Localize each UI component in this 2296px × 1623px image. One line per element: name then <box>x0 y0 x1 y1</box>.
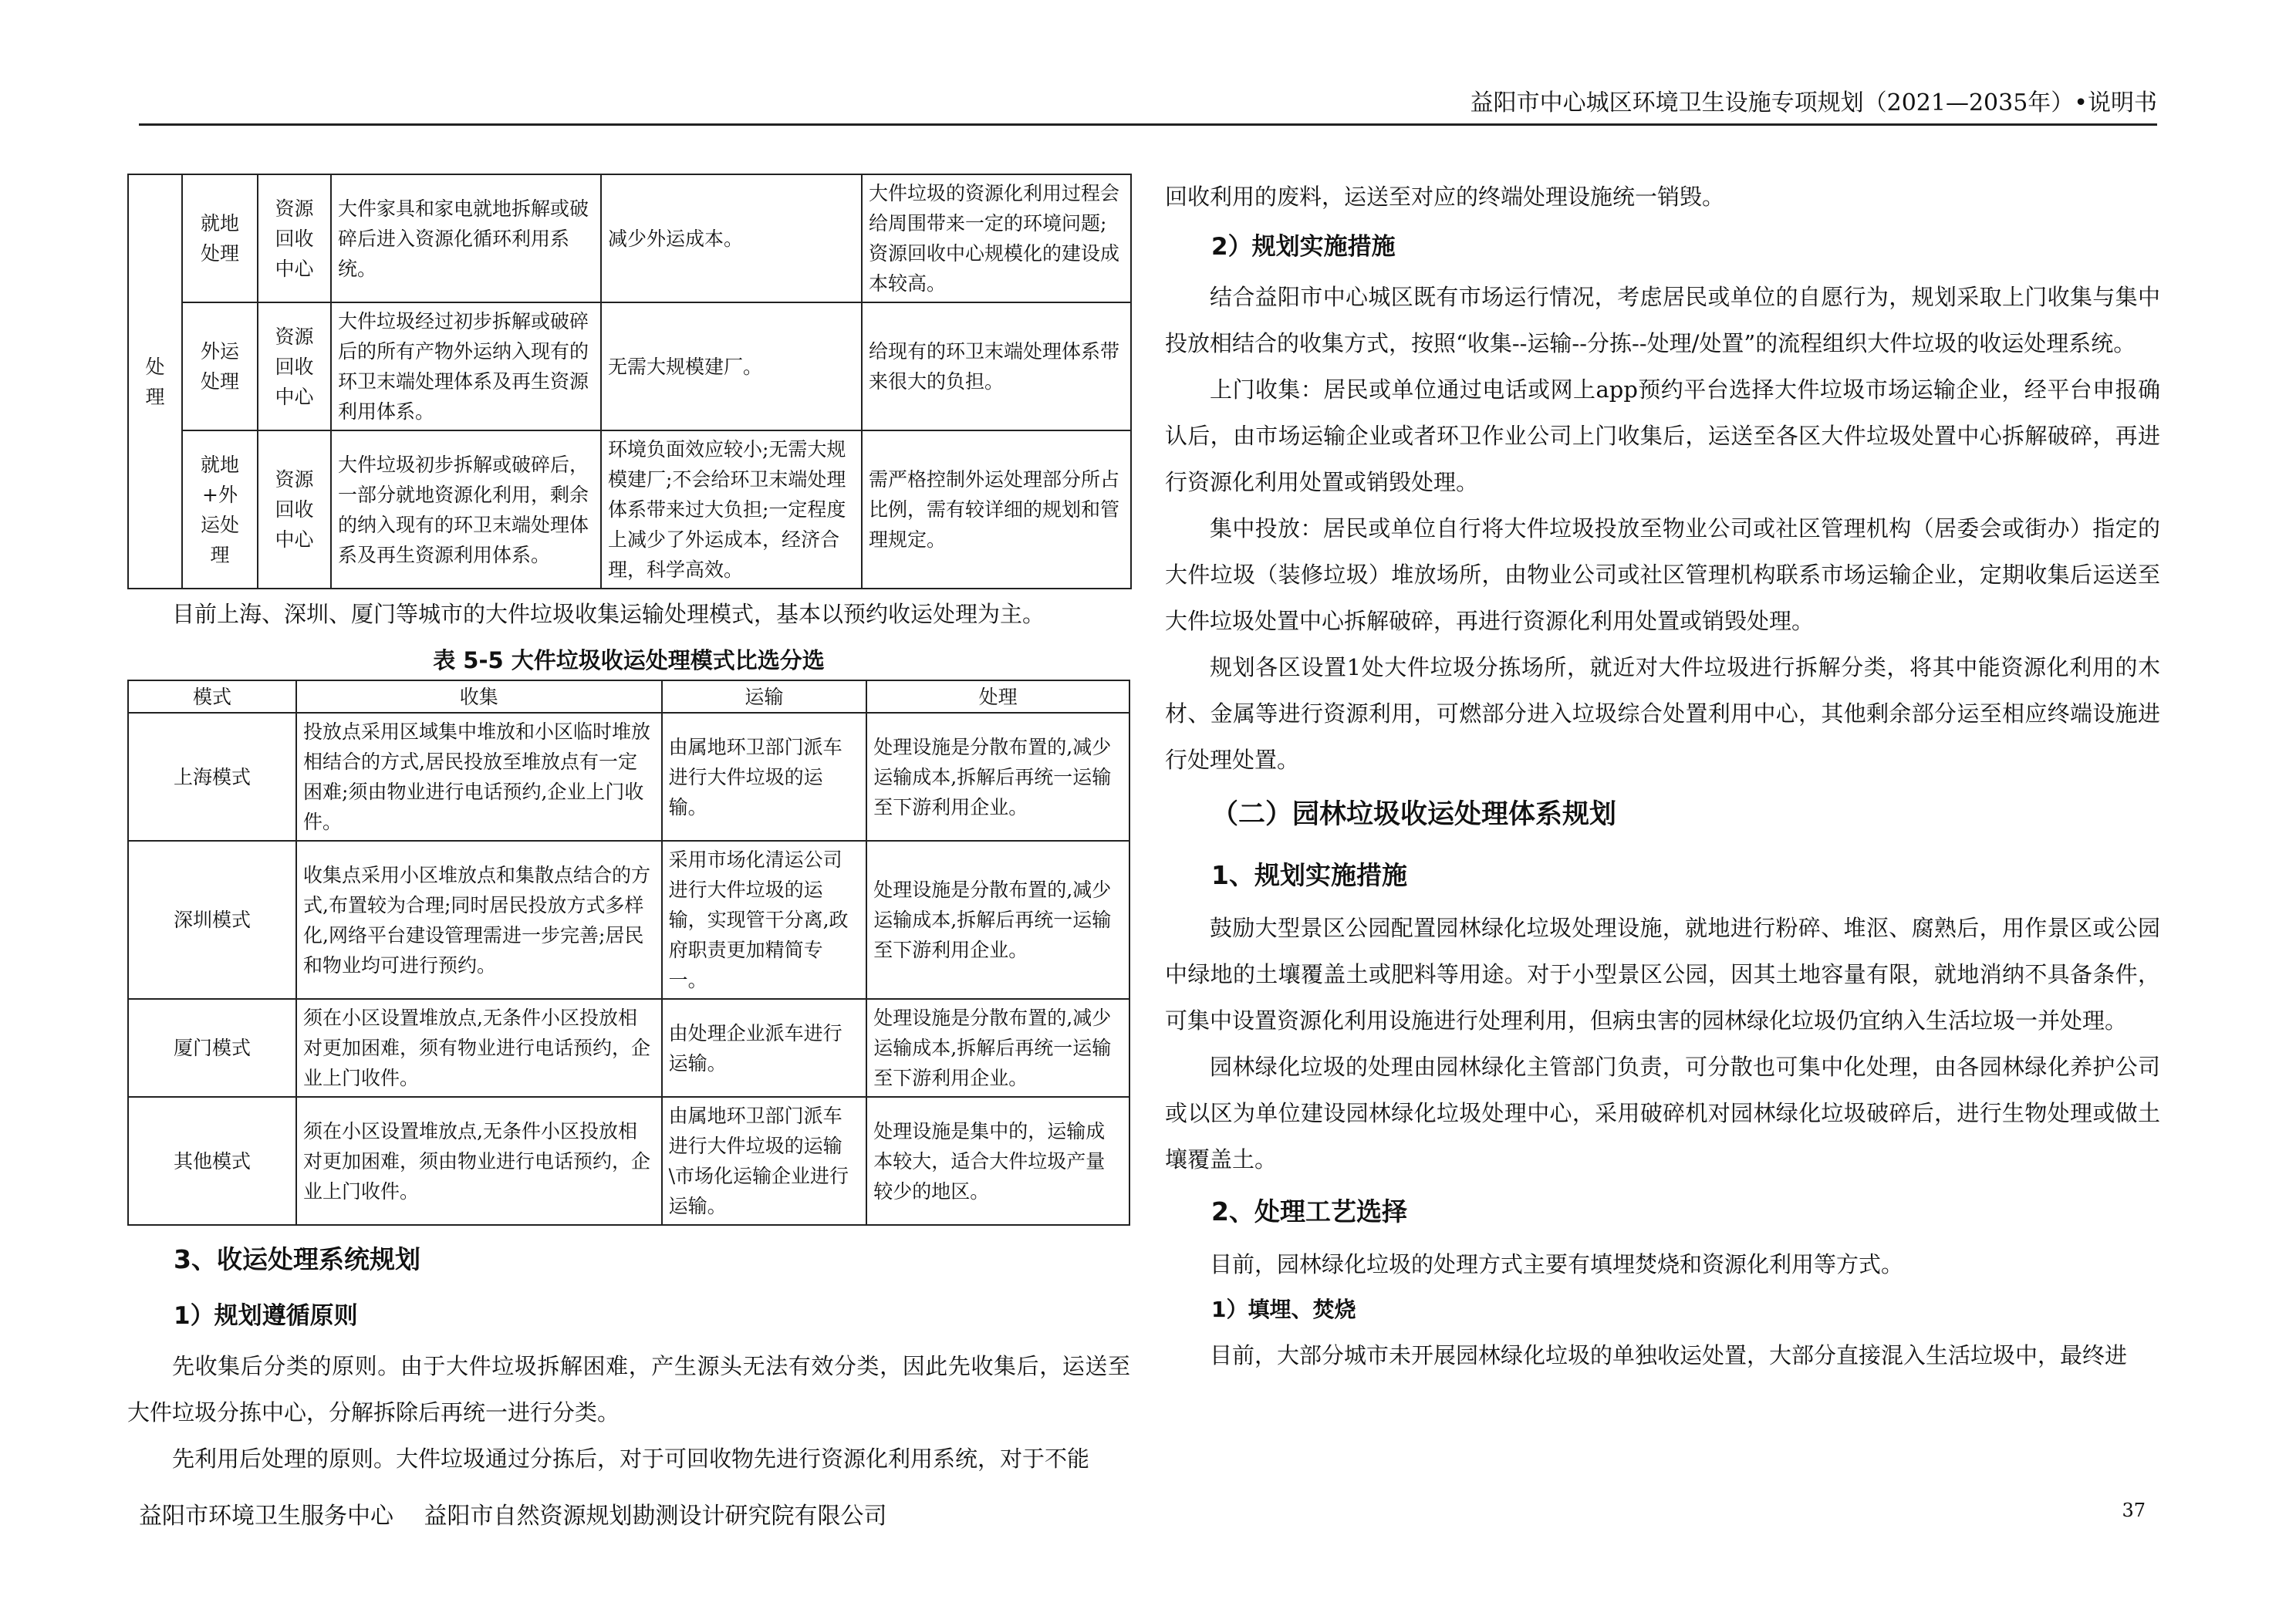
cons-cell: 需严格控制外运处理部分所占比例，需有较详细的规划和管理规定。 <box>862 430 1131 589</box>
paragraph: 鼓励大型景区公园配置园林绿化垃圾处理设施，就地进行粉碎、堆沤、腐熟后，用作景区或公园中绿地的土壤覆盖土或肥料等用途。对于小型景区公园，因其土地容量有限，就地消纳不具备条件，可集中设置资源化利用设施进行处理利用，但病虫害的园林绿化垃圾仍宜纳入生活垃圾一并处理。 <box>1165 915 2160 1034</box>
process-cell: 处理设施是分散布置的,减少运输成本,拆解后再统一运输至下游利用企业。 <box>866 841 1129 999</box>
collect-cell: 收集点采用小区堆放点和集散点结合的方式,布置较为合理;同时居民投放方式多样化,网络平台建设管理需进一步完善;居民和物业均可进行预约。 <box>296 841 662 999</box>
pros-cell: 环境负面效应较小;无需大规模建厂;不会给环卫末端处理体系带来过大负担;一定程度上减少了外运成本，经济合理，科学高效。 <box>601 430 862 589</box>
subsection-heading: 2）规划实施措施 <box>1211 233 1396 261</box>
chapter-heading: （二）园林垃圾收运处理体系规划 <box>1211 799 1617 830</box>
paragraph-continued: 回收利用的废料，运送至对应的终端处理设施统一销毁。 <box>1165 184 1725 210</box>
desc-cell: 大件垃圾经过初步拆解或破碎后的所有产物外运纳入现有的环卫末端处理体系及再生资源利用体系。 <box>331 302 601 430</box>
column-header: 模式 <box>128 680 296 713</box>
footer-organizations: 益阳市环境卫生服务中心 益阳市自然资源规划勘测设计研究院有限公司 <box>139 1503 887 1530</box>
page-header <box>139 83 2157 126</box>
table-row <box>128 174 1131 302</box>
paragraph: 结合益阳市中心城区既有市场运行情况，考虑居民或单位的自愿行为，规划采取上门收集与集中投放相结合的收集方式，按照“收集--运输--分拣--处理/处置”的流程组织大件垃圾的收运处理系统。 <box>1165 284 2160 356</box>
place-cell: 资源回收中心 <box>258 302 331 430</box>
document-title: 益阳市中心城区环境卫生设施专项规划（2021—2035年）•说明书 <box>1470 89 2157 116</box>
column-header: 收集 <box>296 680 662 713</box>
mode-cell: 厦门模式 <box>128 999 296 1097</box>
paragraph: 目前，园林绿化垃圾的处理方式主要有填埋焚烧和资源化利用等方式。 <box>1210 1251 1904 1277</box>
paragraph: 规划各区设置1处大件垃圾分拣场所，就近对大件垃圾进行拆解分类，将其中能资源化利用的木材、金属等进行资源利用，可燃部分进入垃圾综合处置利用中心，其他剩余部分运至相应终端设施进行处理处置。 <box>1165 654 2160 773</box>
transport-cell: 采用市场化清运公司进行大件垃圾的运输，实现管干分离,政府职责更加精简专一。 <box>662 841 867 999</box>
right-column <box>1165 174 2160 1378</box>
paragraph: 上门收集：居民或单位通过电话或网上app预约平台选择大件垃圾市场运输企业，经平台申报确认后，由市场运输企业或者环卫作业公司上门收集后，运送至各区大件垃圾处置中心拆解破碎，再进行资源化利用处置或销毁处理。 <box>1165 376 2160 495</box>
paragraph: 园林绿化垃圾的处理由园林绿化主管部门负责，可分散也可集中化处理，由各园林绿化养护公司或以区为单位建设园林绿化垃圾处理中心，采用破碎机对园林绿化垃圾破碎后，进行生物处理或做土壤覆盖土。 <box>1165 1054 2160 1173</box>
mode-cell: 上海模式 <box>128 713 296 841</box>
section-heading: 2、处理工艺选择 <box>1211 1196 1407 1227</box>
left-column <box>127 174 1130 1482</box>
collect-cell: 投放点采用区域集中堆放和小区临时堆放相结合的方式,居民投放至堆放点有一定困难;须由物业进行电话预约,企业上门收件。 <box>296 713 662 841</box>
process-cell: 处理设施是集中的，运输成本较大，适合大件垃圾产量较少的地区。 <box>866 1097 1129 1225</box>
cons-cell: 给现有的环卫末端处理体系带来很大的负担。 <box>862 302 1131 430</box>
desc-cell: 大件家具和家电就地拆解或破碎后进入资源化循环利用系统。 <box>331 174 601 302</box>
desc-cell: 大件垃圾初步拆解或破碎后，一部分就地资源化利用，剩余的纳入现有的环卫末端处理体系及再生资源利用体系。 <box>331 430 601 589</box>
subsection-heading: 1）规划遵循原则 <box>174 1302 358 1330</box>
page-number: 37 <box>2122 1500 2146 1521</box>
group-label-cell: 处理 <box>128 174 182 589</box>
collect-cell: 须在小区设置堆放点,无条件小区投放相对更加困难，须有物业进行电话预约，企业上门收件。 <box>296 999 662 1097</box>
collect-cell: 须在小区设置堆放点,无条件小区投放相对更加困难，须由物业进行电话预约，企业上门收件。 <box>296 1097 662 1225</box>
paragraph: 目前，大部分城市未开展园林绿化垃圾的单独收运处置，大部分直接混入生活垃圾中，最终进 <box>1210 1342 2128 1368</box>
table-caption: 表 5-5 大件垃圾收运处理模式比选分选 <box>433 647 825 673</box>
table-row <box>128 713 1129 841</box>
table-row <box>128 999 1129 1097</box>
process-cell: 处理设施是分散布置的,减少运输成本,拆解后再统一运输至下游利用企业。 <box>866 713 1129 841</box>
mode-cell: 深圳模式 <box>128 841 296 999</box>
paragraph: 目前上海、深圳、厦门等城市的大件垃圾收集运输处理模式，基本以预约收运处理为主。 <box>172 601 1045 627</box>
process-cell: 处理设施是分散布置的,减少运输成本,拆解后再统一运输至下游利用企业。 <box>866 999 1129 1097</box>
table-row <box>128 841 1129 999</box>
column-header: 运输 <box>662 680 867 713</box>
collection-modes-table <box>127 680 1130 1226</box>
mode-cell: 就地处理 <box>182 174 258 302</box>
mode-cell: 其他模式 <box>128 1097 296 1225</box>
mode-cell: 就地+外运处理 <box>182 430 258 589</box>
place-cell: 资源回收中心 <box>258 430 331 589</box>
table-header-row <box>128 680 1129 713</box>
section-heading: 1、规划实施措施 <box>1211 860 1407 890</box>
column-header: 处理 <box>866 680 1129 713</box>
subsection-heading: 1）填埋、焚烧 <box>1211 1297 1356 1322</box>
transport-cell: 由处理企业派车进行运输。 <box>662 999 867 1097</box>
section-heading: 3、收运处理系统规划 <box>174 1244 420 1274</box>
processing-methods-table <box>127 174 1132 589</box>
pros-cell: 无需大规模建厂。 <box>601 302 862 430</box>
place-cell: 资源回收中心 <box>258 174 331 302</box>
mode-cell: 外运处理 <box>182 302 258 430</box>
paragraph: 先利用后处理的原则。大件垃圾通过分拣后，对于可回收物先进行资源化利用系统，对于不能 <box>172 1446 1090 1472</box>
paragraph: 集中投放：居民或单位自行将大件垃圾投放至物业公司或社区管理机构（居委会或街办）指定的大件垃圾（装修垃圾）堆放场所，由物业公司或社区管理机构联系市场运输企业，定期收集后运送至大件垃圾处置中心拆解破碎，再进行资源化利用处置或销毁处理。 <box>1165 515 2160 634</box>
table-row <box>128 302 1131 430</box>
table-row <box>128 1097 1129 1225</box>
table-row <box>128 430 1131 589</box>
transport-cell: 由属地环卫部门派车进行大件垃圾的运输\市场化运输企业进行运输。 <box>662 1097 867 1225</box>
cons-cell: 大件垃圾的资源化利用过程会给周围带来一定的环境问题;资源回收中心规模化的建设成本较高。 <box>862 174 1131 302</box>
transport-cell: 由属地环卫部门派车进行大件垃圾的运输。 <box>662 713 867 841</box>
paragraph: 先收集后分类的原则。由于大件垃圾拆解困难，产生源头无法有效分类，因此先收集后，运送至大件垃圾分拣中心，分解拆除后再统一进行分类。 <box>127 1353 1130 1426</box>
pros-cell: 减少外运成本。 <box>601 174 862 302</box>
